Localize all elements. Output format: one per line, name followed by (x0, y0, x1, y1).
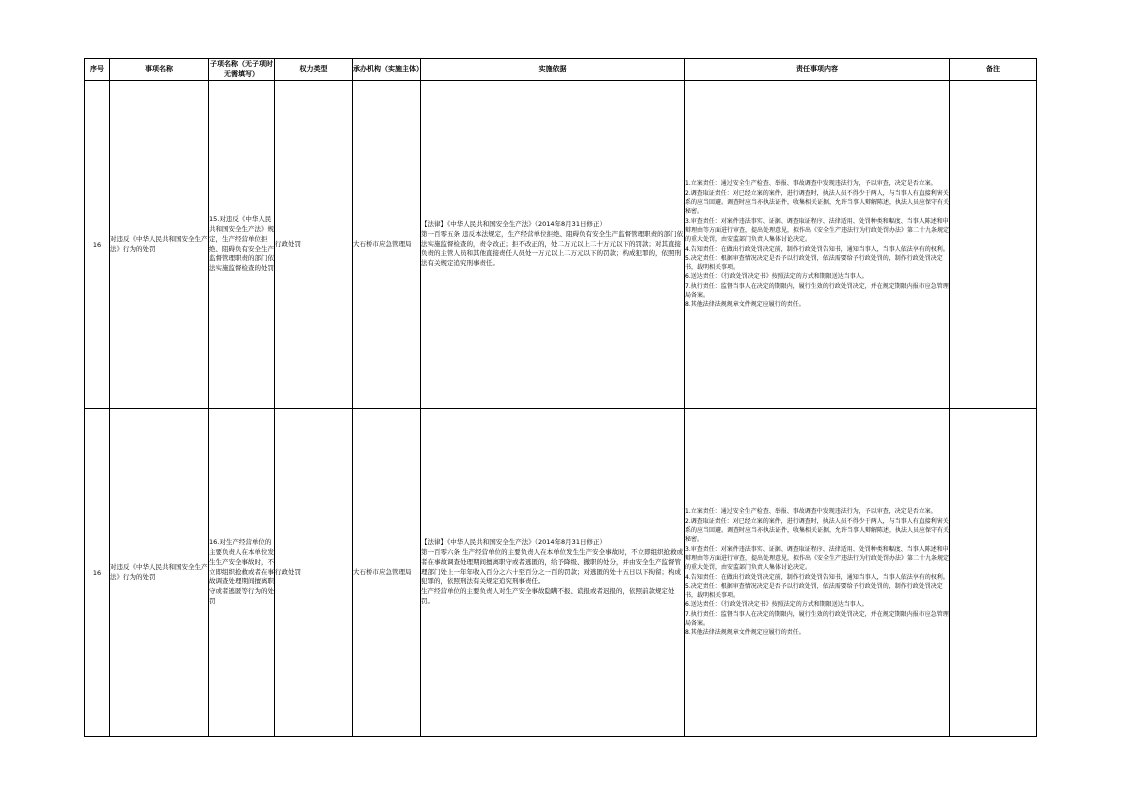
row-remarks (950, 81, 1037, 409)
header-power-type: 权力类型 (275, 59, 353, 81)
row-subitem-name: 16.对生产经营单位的主要负责人在本单位发生生产安全事故时，不立即组织抢救或者在事故调查处理期间擅离职守或者逃匿等行为的处罚 (209, 409, 275, 737)
row-responsibility: 1.立案责任：通过安全生产检查、举报、事故调查中发现违法行为，予以审查，决定是否立案。 2.调查取证责任：对已经立案的案件，进行调查时，执法人员不得少于两人，与当事人有直接利害关系的应当回避。调查时应当亦执法证件，收集相关证据，允许当事人辩解陈述，执法人员应保守有关秘密。 3.审查责任：对案件违法事实、证据、调查取证程序、法律适用、处罚种类和幅度、当事人陈述和申辩理由等方面进行审查，提出处理意见，拟作出《安全生产违法行为行政处罚办法》第二十九条规定的重大处罚，由安监部门负责人集体讨论决定。 4.告知责任：在做出行政处罚决定前，制作行政处罚告知书，通知当事人，当事人依法享有的权利。 5.决定责任：根据审查情况决定是否予以行政处罚，依法需要给予行政处罚的，制作行政处罚决定书，载明相关事项。 6.送达责任：《行政处罚决定书》按照法定的方式和期限送达当事人。 7.执行责任：监督当事人在决定的期限内，履行生效的行政处罚决定，并在规定期限内报市应急管理局备案。 8.其他法律法规规章文件规定应履行的责任。 (685, 409, 950, 737)
header-legal-basis: 实施依据 (421, 59, 685, 81)
table-header-row (85, 59, 1037, 81)
power-list-table (84, 58, 1037, 737)
row-power-type: 行政处罚 (275, 409, 353, 737)
row-seq: 16 (85, 81, 110, 409)
row-legal-basis: 【法律】《中华人民共和国安全生产法》（2014年8月31日修正） 第一百零五条 违反本法规定，生产经营单位拒绝、阻碍负有安全生产监督管理职责的部门依法实施监督检查的，责令改正；拒不改正的，处二万元以上二十万元以下的罚款；对其直接负责的主管人员和其他直接责任人员处一万元以上二万元以下的罚款；构成犯罪的，依照刑法有关规定追究刑事责任。 (421, 81, 685, 409)
row-item-name: 对违反《中华人民共和国安全生产法》行为的处罚 (110, 409, 209, 737)
header-responsibility: 责任事项内容 (685, 59, 950, 81)
header-organization: 承办机构（实施主体） (353, 59, 421, 81)
row-subitem-name: 15.对违反《中华人民共和国安全生产法》规定，生产经营单位拒绝、阻碍负有安全生产监督管理职责的部门依法实施监督检查的处罚 (209, 81, 275, 409)
row-organization: 大石桥市应急管理局 (353, 81, 421, 409)
table-row (85, 409, 1037, 737)
row-seq: 16 (85, 409, 110, 737)
header-item-name: 事项名称 (110, 59, 209, 81)
header-subitem-name: 子项名称（无子项时无需填写） (209, 59, 275, 81)
row-item-name: 对违反《中华人民共和国安全生产法》行为的处罚 (110, 81, 209, 409)
row-legal-basis: 【法律】《中华人民共和国安全生产法》（2014年8月31日修正） 第一百零六条 生产经营单位的主要负责人在本单位发生生产安全事故时，不立即组织抢救或者在事故调查处理期间擅离职守或者逃匿的，给予降级、撤职的处分，并由安全生产监督管理部门处上一年年收入百分之六十至百分之一百的罚款；对逃匿的处十五日以下拘留；构成犯罪的，依照刑法有关规定追究刑事责任。 生产经营单位的主要负责人对生产安全事故隐瞒不报、谎报或者迟报的，依照前款规定处罚。 (421, 409, 685, 737)
row-remarks (950, 409, 1037, 737)
row-responsibility: 1.立案责任：通过安全生产检查、举报、事故调查中发现违法行为，予以审查，决定是否立案。 2.调查取证责任：对已经立案的案件，进行调查时，执法人员不得少于两人，与当事人有直接利害关系的应当回避。调查时应当亦执法证件，收集相关证据，允许当事人辩解陈述，执法人员应保守有关秘密。 3.审查责任：对案件违法事实、证据、调查取证程序、法律适用、处罚种类和幅度、当事人陈述和申辩理由等方面进行审查，提出处理意见，拟作出《安全生产违法行为行政处罚办法》第二十九条规定的重大处罚，由安监部门负责人集体讨论决定。 4.告知责任：在做出行政处罚决定前，制作行政处罚告知书，通知当事人，当事人依法享有的权利。 5.决定责任：根据审查情况决定是否予以行政处罚，依法需要给予行政处罚的，制作行政处罚决定书，载明相关事项。 6.送达责任：《行政处罚决定书》按照法定的方式和期限送达当事人。 7.执行责任：监督当事人在决定的期限内，履行生效的行政处罚决定，并在规定期限内报市应急管理局备案。 8.其他法律法规规章文件规定应履行的责任。 (685, 81, 950, 409)
header-remarks: 备注 (950, 59, 1037, 81)
row-organization: 大石桥市应急管理局 (353, 409, 421, 737)
row-power-type: 行政处罚 (275, 81, 353, 409)
table-row (85, 81, 1037, 409)
header-seq: 序号 (85, 59, 110, 81)
